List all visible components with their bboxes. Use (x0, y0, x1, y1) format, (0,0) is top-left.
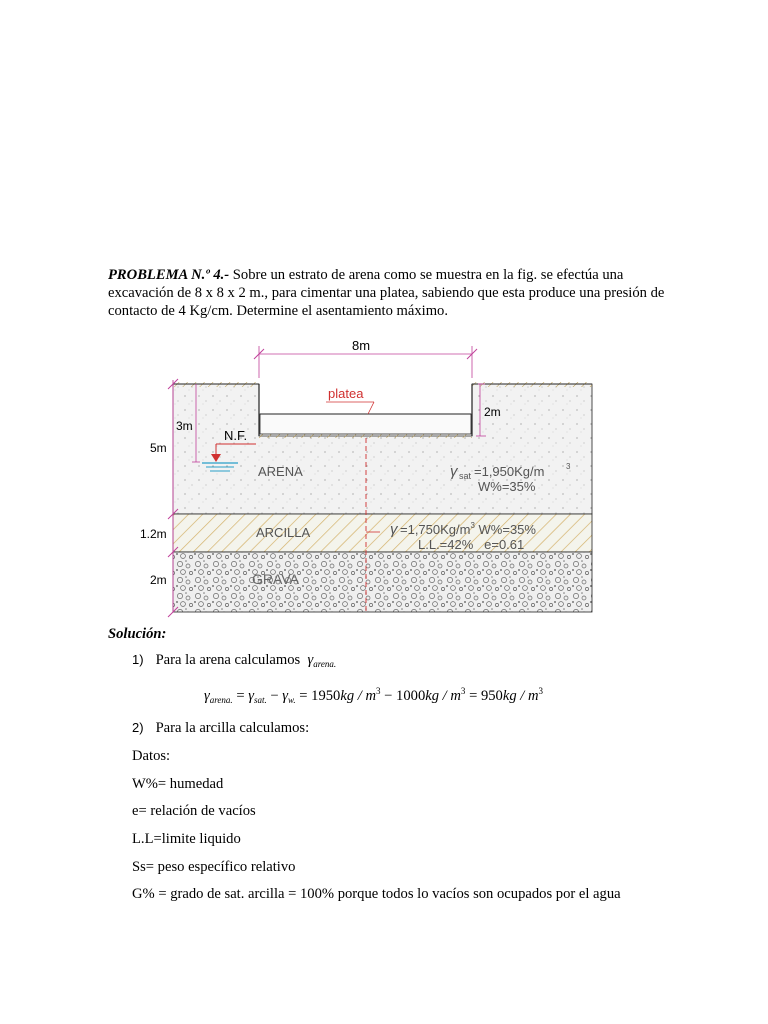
solution-item-1: 1) Para la arena calculamos $\gamma_{arena.}$ (132, 652, 337, 669)
item1-subscript: arena. (313, 659, 337, 669)
depth-2m-label: 2m (484, 405, 501, 419)
grava-label: GRAVA (252, 571, 299, 587)
limite-liquido-line: L.L=limite liquido (132, 831, 241, 847)
depth-12m-label: 1.2m (140, 527, 167, 541)
arena-props-sat: sat (459, 471, 472, 481)
platea-label: platea (328, 386, 364, 401)
svg-text:γ: γ (390, 521, 398, 538)
problem-heading: PROBLEMA N.º 4.- (108, 267, 230, 283)
item1-number: 1) (132, 652, 144, 667)
grava-layer (173, 552, 592, 612)
problem-statement (108, 266, 668, 320)
item2-number: 2) (132, 720, 144, 735)
solution-item-2 (132, 720, 309, 737)
item1-text: Para la arena calculamos (155, 652, 301, 668)
item2-text: Para la arcilla calculamos: (155, 720, 310, 736)
arcilla-label: ARCILLA (256, 525, 311, 540)
arcilla-props-line1: $=1,750Kg/m^3$ W%=35% (400, 521, 536, 537)
humedad-line: W%= humedad (132, 776, 224, 792)
svg-text:γ: γ (450, 463, 458, 480)
svg-text:3: 3 (566, 462, 571, 471)
solution-title: Solución: (108, 626, 167, 642)
soil-profile-figure (140, 336, 600, 622)
depth-2m-bottom-label: 2m (150, 573, 167, 587)
arena-layer (173, 384, 592, 514)
arena-props-line2: W%=35% (478, 479, 536, 494)
arena-label: ARENA (258, 464, 303, 479)
grado-saturacion-line: G% = grado de sat. arcilla = 100% porque todos lo vacíos son ocupados por el agua (132, 886, 621, 902)
peso-especifico-line: Ss= peso específico relativo (132, 859, 296, 875)
problem-text: Sobre un estrato de arena como se muestra en la fig. se efectúa una excavación de 8 x 8 x 2 m., para cimentar una platea, sabiendo que esta produce una presión de contacto de 4 Kg/cm. Determine el asentamiento máximo. (108, 267, 665, 319)
platea-slab (260, 414, 471, 434)
depth-5m-label: 5m (150, 441, 167, 455)
nf-label: N.F. (224, 428, 248, 443)
depth-3m-label: 3m (176, 419, 193, 433)
datos-line: Datos: (132, 748, 171, 764)
arena-props-line1: =1,950Kg/m (474, 464, 545, 479)
arcilla-props-line2: L.L.=42% e=0.61 (418, 537, 525, 552)
width-label: 8m (352, 338, 371, 353)
gamma-arena-equation: $\gamma_{arena.} = \gamma_{sat.} - \gamma_{w.} = 1950kg / m^3 - 1000kg / m^3 = 950kg / m^3$ (204, 686, 544, 705)
vacios-line: e= relación de vacíos (132, 803, 256, 819)
